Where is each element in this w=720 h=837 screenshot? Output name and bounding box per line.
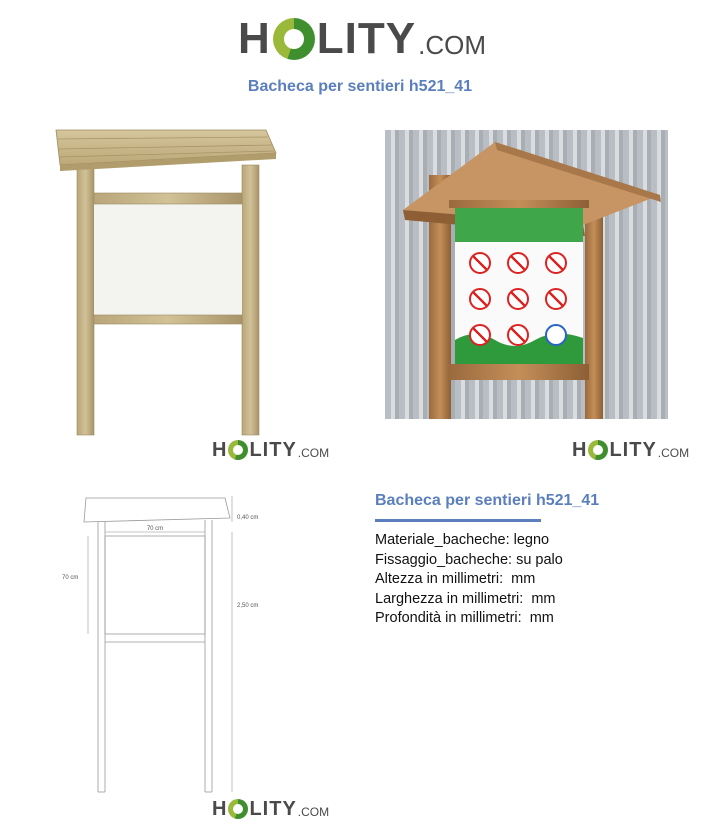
logo-o-icon	[228, 799, 248, 819]
page-title: Bacheca per sentieri h521_41	[247, 78, 473, 95]
product-title: Bacheca per sentieri h521_41	[375, 492, 600, 509]
sign-icons-grid	[469, 252, 573, 346]
product-photo-front	[50, 125, 280, 440]
logo-letters-lity: LITY	[609, 439, 657, 461]
no-camping-icon	[545, 288, 567, 310]
spec-material: Materiale_bacheche: legno	[375, 532, 550, 548]
no-fire-icon	[469, 288, 491, 310]
logo-domain: .COM	[418, 29, 486, 60]
roof-dimension-label: 0,40 cm	[237, 515, 259, 521]
total-height-label: 2,50 cm	[237, 603, 259, 609]
logo-domain: .COM	[297, 805, 330, 819]
brand-logo-small-1[interactable]	[212, 439, 329, 461]
no-litter-icon	[545, 252, 567, 274]
logo-letters-lity: LITY	[249, 798, 297, 820]
no-fire-icon	[507, 288, 529, 310]
product-photo-installed	[385, 130, 668, 419]
logo-o-icon	[228, 440, 248, 460]
brand-logo-small-3[interactable]	[212, 798, 329, 820]
logo-o-icon	[588, 440, 608, 460]
logo-domain: .COM	[657, 446, 690, 460]
dimension-drawing	[60, 490, 270, 800]
logo-letter-h: H	[212, 798, 228, 820]
logo-domain: .COM	[297, 446, 330, 460]
title-underline	[375, 519, 541, 522]
no-dogs-icon	[469, 252, 491, 274]
spec-fixing: Fissaggio_bacheche: su palo	[375, 551, 563, 568]
logo-o-icon	[273, 18, 315, 60]
no-horse-icon	[469, 324, 491, 346]
logo-letters-lity: LITY	[316, 14, 417, 63]
spec-height: Altezza in millimetri: mm	[375, 571, 536, 587]
no-fishing-icon	[507, 252, 529, 274]
logo-letter-h: H	[238, 14, 271, 63]
logo-letter-h: H	[572, 439, 588, 461]
height-dimension-label: 70 cm	[62, 575, 79, 581]
no-horse-icon	[507, 324, 529, 346]
spec-depth: Profondità in millimetri: mm	[375, 610, 554, 626]
brand-logo[interactable]	[238, 14, 486, 64]
logo-letter-h: H	[212, 439, 228, 461]
product-info	[375, 492, 705, 629]
logo-letters-lity: LITY	[249, 439, 297, 461]
spec-width: Larghezza in millimetri: mm	[375, 590, 556, 607]
bin-icon	[545, 324, 567, 346]
brand-logo-small-2[interactable]	[572, 439, 689, 461]
width-dimension-label: 70 cm	[146, 526, 164, 532]
